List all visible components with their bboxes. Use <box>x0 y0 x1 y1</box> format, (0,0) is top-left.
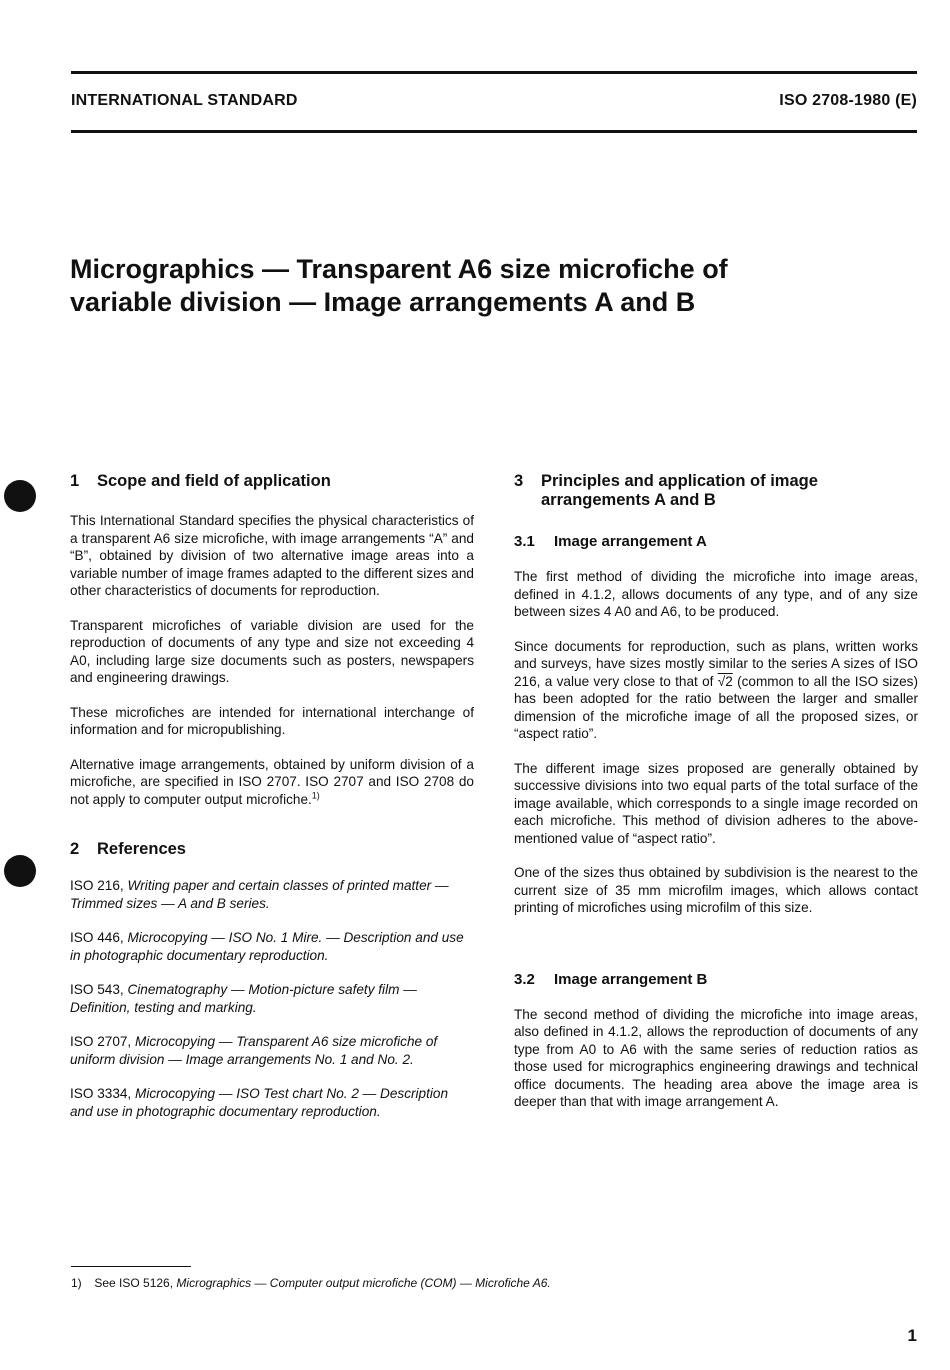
reference-title: Cinematography — Motion-picture safety film — Definition, testing and marking. <box>70 982 417 1015</box>
reference-item <box>70 1085 474 1120</box>
section-2-number: 2 <box>70 840 80 858</box>
section-1-title: Scope and field of application <box>97 472 331 490</box>
subsection-3-1-paragraph-3: The different image sizes proposed are generally obtained by successive divisions into two equal parts of the total surface of the image available, which corresponds to a single image recorded on each microfiche. This method of division adheres to the above-mentioned value of “aspect ratio”. <box>514 760 918 846</box>
document-type: INTERNATIONAL STANDARD <box>71 92 298 109</box>
subsection-3-1-title: Image arrangement A <box>554 533 707 550</box>
footnote-rule <box>71 1266 191 1267</box>
subsection-3-2-paragraph-1: The second method of dividing the microfiche into image areas, also defined in 4.1.2, allows the reproduction of documents of any type from A0 to A6 with the same series of reduction ratios as those used for micrographics engineering drawings and technical office documents. The heading area above the image area is deeper than that with image arrangement A. <box>514 1006 918 1109</box>
header-top-rule <box>71 71 917 74</box>
section-3-heading <box>514 472 918 510</box>
reference-item <box>70 877 474 912</box>
reference-title: Writing paper and certain classes of printed matter — Trimmed sizes — A and B series. <box>70 878 449 911</box>
reference-item <box>70 981 474 1016</box>
square-root-symbol: √2 <box>717 673 733 689</box>
subsection-3-1-paragraph-2 <box>514 638 918 743</box>
right-column <box>514 472 918 1111</box>
footnote-text: Micrographics — Computer output microfiche (COM) — Microfiche A6. <box>176 1276 551 1290</box>
margin-bullet-1 <box>4 480 36 512</box>
subsection-3-1-heading <box>514 533 918 551</box>
section-2-heading <box>70 840 474 859</box>
reference-id: ISO 2707, <box>70 1034 132 1049</box>
reference-id: ISO 446, <box>70 930 124 945</box>
document-title <box>70 253 890 319</box>
header-bottom-rule <box>71 130 917 133</box>
footnote-reference: 1) <box>311 789 320 800</box>
section-1-number: 1 <box>70 472 80 490</box>
footnote-prefix: See ISO 5126, <box>94 1276 174 1290</box>
reference-id: ISO 216, <box>70 878 124 893</box>
subsection-3-2-title: Image arrangement B <box>554 970 708 988</box>
standard-number: ISO 2708-1980 (E) <box>779 92 917 109</box>
paragraph-text: (common to all the ISO sizes) has been adopted for the ratio between the larger and smaller dimension of the microfiche image of all the proposed sizes, or “aspect ratio”. <box>514 673 919 741</box>
reference-id: ISO 543, <box>70 982 124 997</box>
subsection-3-1-paragraph-4: One of the sizes thus obtained by subdivision is the nearest to the current size of 35 mm microfilm images, which allows contact printing of microfiches using microfilm of this size. <box>514 865 918 915</box>
section-3-number: 3 <box>514 472 524 490</box>
margin-bullet-2 <box>4 855 36 887</box>
subsection-3-2-number: 3.2 <box>514 970 535 988</box>
subsection-3-2-heading <box>514 971 918 989</box>
subsection-3-1-paragraph-1: The first method of dividing the microfiche into image areas, defined in 4.1.2, allows documents of any type, and of any size between sizes 4 A0 and A6, to be produced. <box>514 569 918 619</box>
reference-item <box>70 929 474 964</box>
section-3-title-line-2: arrangements A and B <box>541 491 716 509</box>
section-2-title: References <box>97 840 186 858</box>
left-column <box>70 472 474 1120</box>
footnote <box>71 1276 551 1290</box>
section-1-paragraph-2: Transparent microfiches of variable division are used for the reproduction of documents of any type and size not exceeding 4 A0, including large size documents such as posters, newspapers and engineering drawings. <box>70 617 474 685</box>
section-1-paragraph-1: This International Standard specifies the physical characteristics of a transparent A6 size microfiche, with image arrangements “A” and “B”, obtained by division of two alternative image areas into a variable number of image frames adapted to the different sizes and other characteristics of documents for reproduction. <box>70 513 474 598</box>
title-line-1: Micrographics — Transparent A6 size microfiche of <box>70 254 728 284</box>
page-number: 1 <box>907 1326 917 1345</box>
footnote-mark: 1) <box>71 1276 82 1290</box>
section-1-heading <box>70 472 474 491</box>
section-3-title-line-1: Principles and application of image <box>541 472 818 490</box>
title-line-2: variable division — Image arrangements A and B <box>70 287 696 317</box>
subsection-3-1-number: 3.1 <box>514 533 535 550</box>
section-3-title <box>541 472 818 510</box>
reference-item <box>70 1033 474 1068</box>
reference-title: Microcopying — ISO Test chart No. 2 — Description and use in photographic documentary reproduction. <box>70 1086 449 1119</box>
section-1-paragraph-4 <box>70 756 474 809</box>
reference-title: Microcopying — Transparent A6 size microfiche of uniform division — Image arrangements No. 1 and No. 2. <box>70 1034 438 1067</box>
section-1-paragraph-3: These microfiches are intended for international interchange of information and for micropublishing. <box>70 704 474 737</box>
section-1-paragraph-4-text: Alternative image arrangements, obtained by uniform division of a microfiche, are specified in ISO 2707. ISO 2707 and ISO 2708 do not apply to computer output microfiche. <box>70 756 474 807</box>
paragraph-text: Since documents for reproduction, such as plans, written works and surveys, have sizes mostly similar to the series A sizes of ISO 216, a value very close to that of <box>514 638 918 689</box>
reference-id: ISO 3334, <box>70 1086 132 1101</box>
reference-title: Microcopying — ISO No. 1 Mire. — Description and use in photographic documentary reproduction. <box>70 930 464 963</box>
